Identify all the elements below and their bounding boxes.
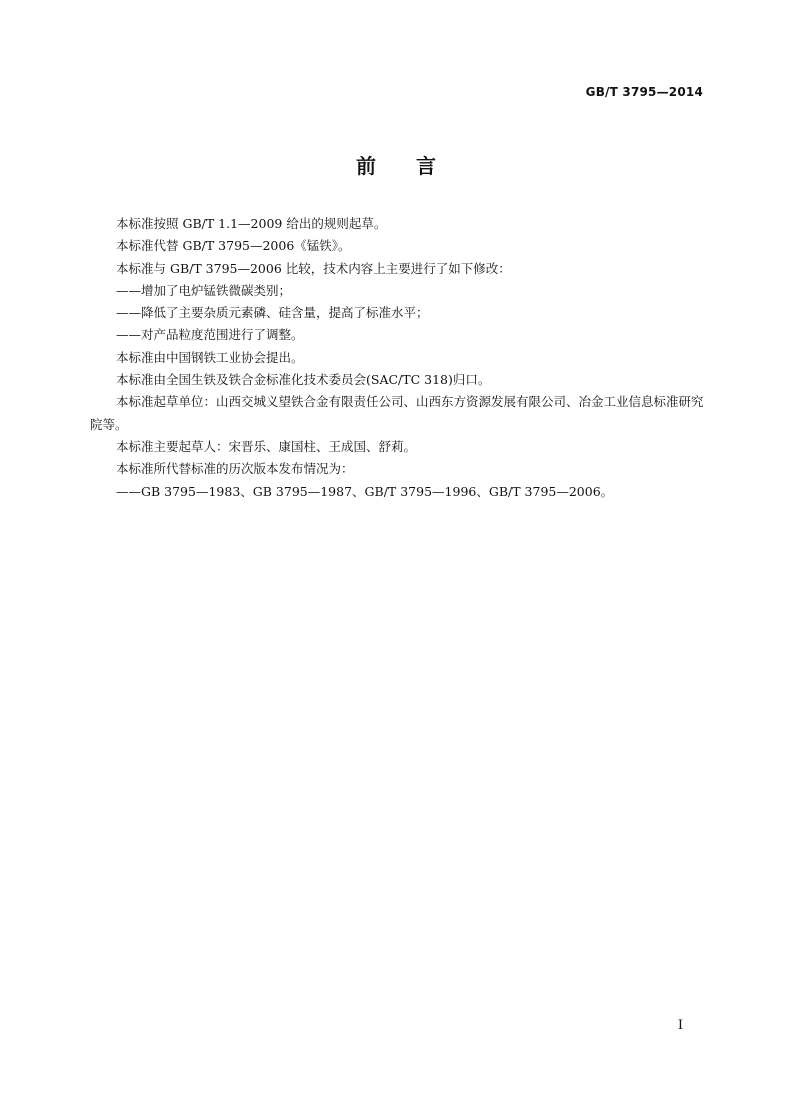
paragraph-drafting-units: 本标准起草单位：山西交城义望铁合金有限责任公司、山西东方资源发展有限公司、冶金工业信息标准研究院等。 xyxy=(90,394,704,432)
standard-code-header: GB/T 3795—2014 xyxy=(585,85,703,99)
list-item-change-3: ——对产品粒度范围进行了调整。 xyxy=(116,327,304,343)
list-item-history: ——GB 3795—1983、GB 3795—1987、GB/T 3795—1996、GB/T 3795—2006。 xyxy=(116,483,614,499)
paragraph-drafting-rules: 本标准按照 GB/T 1.1—2009 给出的规则起草。 xyxy=(116,216,387,231)
paragraph-drafters: 本标准主要起草人：宋晋乐、康国柱、王成国、舒莉。 xyxy=(116,438,417,454)
page-number: I xyxy=(677,1018,683,1033)
paragraph-under-jurisdiction: 本标准由全国生铁及铁合金标准化技术委员会(SAC/TC 318)归口。 xyxy=(116,372,491,388)
foreword-body xyxy=(90,213,706,503)
paragraph-replaces: 本标准代替 GB/T 3795—2006《锰铁》。 xyxy=(116,238,351,254)
list-item-change-1: ——增加了电炉锰铁微碳类别； xyxy=(116,282,292,298)
page-title: 前言 xyxy=(356,154,476,178)
paragraph-history-intro: 本标准所代替标准的历次版本发布情况为： xyxy=(116,461,354,477)
paragraph-proposed-by: 本标准由中国钢铁工业协会提出。 xyxy=(116,349,304,365)
list-item-change-2: ——降低了主要杂质元素磷、硅含量，提高了标准水平； xyxy=(116,305,429,321)
paragraph-comparison: 本标准与 GB/T 3795—2006 比较，技术内容上主要进行了如下修改： xyxy=(116,260,511,276)
